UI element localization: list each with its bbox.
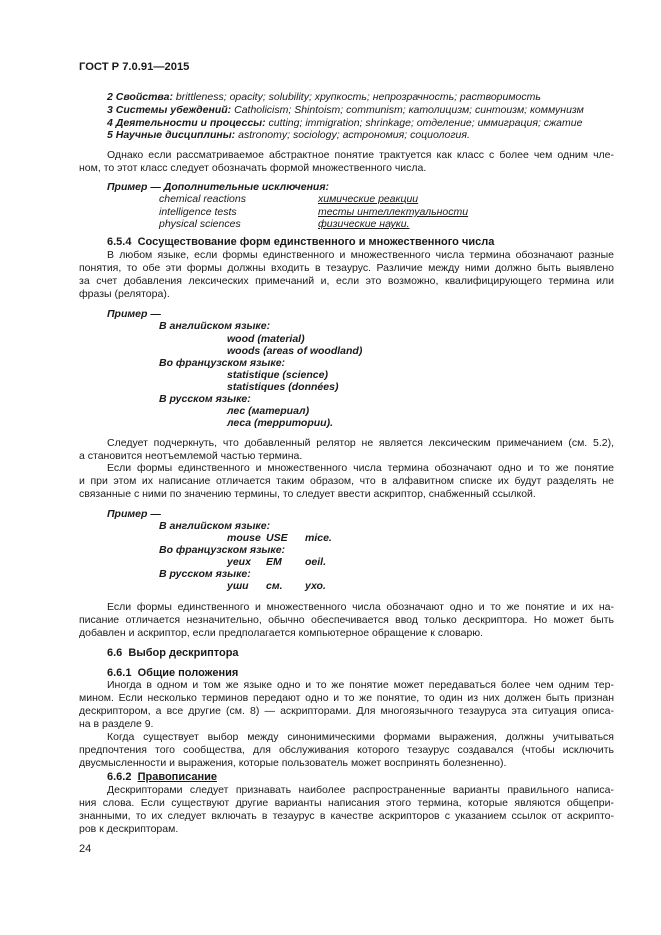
paragraph-line: добавлен и аскриптор, если предполагается компьютерное обращение к словарю. — [79, 627, 484, 639]
paragraph-line: В любом языке, если формы единственного и множественного числа термина обозначают разные — [107, 249, 614, 261]
example-title: Пример — — [107, 508, 161, 520]
paragraph-line: Дескрипторами следует признавать наиболее распространенные варианты правильного написа- — [107, 784, 614, 796]
list-item: 5 Научные дисциплины: astronomy; sociology; астрономия; социология. — [107, 129, 470, 141]
example-term: statistiques (données) — [227, 381, 339, 393]
example-reference: EM — [266, 556, 282, 568]
paragraph-line: ров к дескрипторам. — [79, 823, 179, 835]
list-item: 2 Свойства: brittleness; opacity; solubility; хрупкость; непрозрачность; растворимость — [107, 91, 541, 103]
example-term: statistique (science) — [227, 369, 328, 381]
paragraph-line: и при этом их написание отличается таким образом, что в алфавитном списке их будут разделять не — [79, 475, 614, 487]
paragraph-line: за счет добавления лексических примечаний и, если это возможно, квалифицирующего термина или — [79, 275, 614, 287]
paragraph-line: писание отличается незначительно, обычно обеспечивается ввод только дескриптора. Но может быть — [79, 614, 614, 626]
paragraph-line: на в разделе 9. — [79, 718, 154, 730]
example-term: woods (areas of woodland) — [227, 345, 363, 357]
paragraph-line: мином. Если несколько терминов передают одно и то же понятие, то один из них должен быть признан — [79, 692, 614, 704]
paragraph-line: Следует подчеркнуть, что добавленный релятор не является лексическим примечанием (см. 5.2), — [107, 437, 614, 449]
example-term: mouse — [227, 532, 261, 544]
page-number: 24 — [79, 843, 92, 855]
example-title: Пример — — [107, 308, 161, 320]
paragraph-line: ном, то этот класс следует обозначать формой множественного числа. — [79, 162, 427, 174]
paragraph-line: связанные с ними по значению термины, то следует ввести аскриптор, снабженный ссылкой. — [79, 488, 536, 500]
example-title: Пример — Дополнительные исключения: — [107, 181, 330, 193]
paragraph-line: предпочтения того сообщества, для обслуживания которого тезаурус создавался (чтобы исключить — [79, 744, 614, 756]
paragraph-line: Если формы единственного и множественного числа термина обозначают одно и то же понятие — [107, 462, 614, 474]
list-item: 4 Деятельности и процессы: cutting; immigration; shrinkage; отделение; иммиграция; сжатие — [107, 117, 583, 129]
example-term: лес (материал) — [227, 405, 310, 417]
paragraph-line: дескриптором, а все другие (см. 8) — аскрипторами. Для многоязычного тезауруса эта ситуация описа- — [79, 705, 614, 717]
example-term: oeil. — [305, 556, 327, 568]
example-term: yeux — [227, 556, 251, 568]
example-term: леса (территории). — [227, 417, 333, 429]
section-heading: 6.6 Выбор дескриптора — [107, 647, 239, 659]
document-header: ГОСТ Р 7.0.91—2015 — [79, 61, 190, 73]
example-term: wood (material) — [227, 333, 305, 345]
example-term: уши — [227, 580, 249, 592]
example-language: Во французском языке: — [159, 544, 286, 556]
list-item: 3 Системы убеждений: Catholicism; Shintoism; communism; католицизм; синтоизм; коммунизм — [107, 104, 584, 116]
paragraph-line: Когда существует выбор между синонимическими формами выражения, должны учитываться — [107, 731, 614, 743]
paragraph-line: фразы (релятора). — [79, 288, 170, 300]
subsection-heading: 6.6.2 Правописание — [107, 771, 217, 783]
paragraph-line: а становится неотъемлемой частью термина. — [79, 450, 303, 462]
example-language: В русском языке: — [159, 393, 251, 405]
example-reference: см. — [266, 580, 283, 592]
paragraph-line: Однако если рассматриваемое абстрактное понятие трактуется как класс с более чем одним чле- — [107, 149, 614, 161]
paragraph-line: Иногда в одном и том же языке одно и то же понятие может передаваться более чем одним тер- — [107, 679, 614, 691]
example-term: mice. — [305, 532, 332, 544]
paragraph-line: Если формы единственного и множественного числа обозначают одно и то же понятие и их на- — [107, 601, 614, 613]
example-language: В английском языке: — [159, 320, 271, 332]
example-term-ru: химические реакции — [318, 193, 419, 205]
example-term-ru: физические науки. — [318, 218, 410, 230]
example-term: ухо. — [305, 580, 326, 592]
section-heading: 6.5.4 Сосуществование форм единственного и множественного числа — [107, 236, 495, 248]
paragraph-line: понятия, то обе эти формы должны входить в тезаурус. Различие между ними должно быть выявлено — [79, 262, 614, 274]
paragraph-line: двусмысленности и выражения, которые пользователь может воспринять болезненно). — [79, 757, 507, 769]
example-language: Во французском языке: — [159, 357, 286, 369]
paragraph-line: знанными, то их следует включать в тезаурус в качестве аскрипторов с указанием ссылок от аскрипто- — [79, 810, 614, 822]
example-term-ru: тесты интеллектуальности — [318, 206, 469, 218]
example-reference: USE — [266, 532, 288, 544]
subsection-heading: 6.6.1 Общие положения — [107, 667, 239, 679]
example-term-en: physical sciences — [159, 218, 241, 230]
example-language: В русском языке: — [159, 568, 251, 580]
example-language: В английском языке: — [159, 520, 271, 532]
paragraph-line: ния слова. Если существуют другие варианты написания этого термина, которые являются общепри- — [79, 797, 614, 809]
example-term-en: intelligence tests — [159, 206, 237, 218]
example-term-en: chemical reactions — [159, 193, 246, 205]
